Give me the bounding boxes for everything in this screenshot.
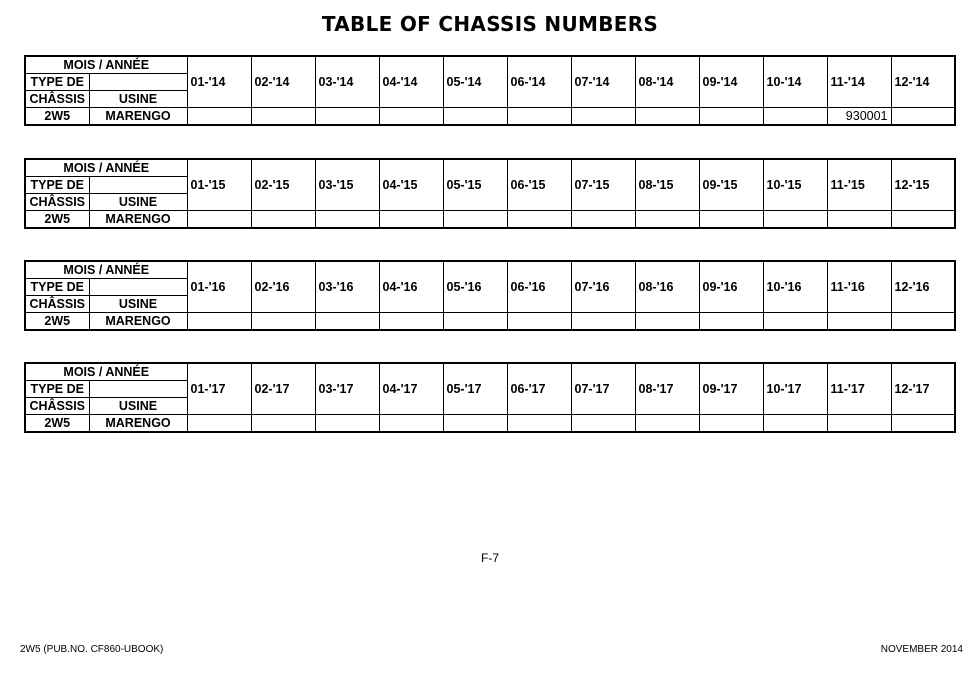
chassis-number-cell	[699, 211, 763, 229]
mois-annee-header: MOIS / ANNÉE	[25, 56, 187, 74]
chassis-number-cell	[379, 108, 443, 126]
month-header: 07-'14	[571, 56, 635, 108]
chassis-number-cell	[507, 313, 571, 331]
chassis-number-cell	[571, 108, 635, 126]
month-header: 05-'15	[443, 159, 507, 211]
chassis-number-cell	[507, 211, 571, 229]
month-header: 02-'16	[251, 261, 315, 313]
chassis-number-cell	[315, 108, 379, 126]
month-header: 09-'14	[699, 56, 763, 108]
month-header: 10-'15	[763, 159, 827, 211]
chassis-number-cell	[315, 313, 379, 331]
type-de-header: TYPE DE	[25, 279, 89, 296]
month-header: 02-'14	[251, 56, 315, 108]
usine-header: USINE	[89, 398, 187, 415]
page-number: F-7	[481, 551, 499, 565]
month-header: 10-'14	[763, 56, 827, 108]
month-header: 05-'14	[443, 56, 507, 108]
table-row	[25, 313, 955, 331]
usine-header: USINE	[89, 91, 187, 108]
chassis-number-cell	[443, 313, 507, 331]
month-header: 10-'16	[763, 261, 827, 313]
month-header: 03-'16	[315, 261, 379, 313]
chassis-header: CHÂSSIS	[25, 296, 89, 313]
chassis-number-cell	[763, 108, 827, 126]
month-header: 08-'15	[635, 159, 699, 211]
month-header: 01-'17	[187, 363, 251, 415]
month-header: 07-'15	[571, 159, 635, 211]
month-header: 03-'15	[315, 159, 379, 211]
table-row	[25, 108, 955, 126]
month-header: 03-'17	[315, 363, 379, 415]
chassis-number-cell	[763, 313, 827, 331]
type-de-header: TYPE DE	[25, 177, 89, 194]
month-header: 07-'16	[571, 261, 635, 313]
month-header: 11-'16	[827, 261, 891, 313]
chassis-number-cell	[443, 108, 507, 126]
chassis-table	[24, 260, 956, 331]
chassis-type-cell: 2W5	[25, 313, 89, 331]
chassis-header: CHÂSSIS	[25, 91, 89, 108]
month-header: 12-'17	[891, 363, 955, 415]
month-header: 04-'14	[379, 56, 443, 108]
type-de-header: TYPE DE	[25, 74, 89, 91]
chassis-type-cell: 2W5	[25, 108, 89, 126]
month-header: 09-'17	[699, 363, 763, 415]
chassis-number-cell	[379, 415, 443, 433]
month-header: 04-'17	[379, 363, 443, 415]
chassis-number-cell	[891, 415, 955, 433]
chassis-number-cell	[699, 415, 763, 433]
chassis-header: CHÂSSIS	[25, 398, 89, 415]
table-row	[25, 211, 955, 229]
month-header: 12-'14	[891, 56, 955, 108]
chassis-number-cell	[827, 211, 891, 229]
plant-cell: MARENGO	[89, 313, 187, 331]
plant-cell: MARENGO	[89, 415, 187, 433]
usine-header: USINE	[89, 194, 187, 211]
chassis-number-cell	[251, 108, 315, 126]
month-header: 02-'15	[251, 159, 315, 211]
chassis-number-cell	[571, 415, 635, 433]
month-header: 06-'17	[507, 363, 571, 415]
chassis-number-cell	[379, 313, 443, 331]
chassis-number-cell	[763, 211, 827, 229]
chassis-number-cell	[507, 415, 571, 433]
chassis-number-cell	[507, 108, 571, 126]
chassis-number-cell	[827, 313, 891, 331]
chassis-number-cell	[891, 108, 955, 126]
chassis-number-cell	[699, 313, 763, 331]
chassis-number-cell	[891, 211, 955, 229]
month-header: 11-'15	[827, 159, 891, 211]
chassis-type-cell: 2W5	[25, 415, 89, 433]
table-row	[25, 415, 955, 433]
chassis-number-cell: 930001	[827, 108, 891, 126]
month-header: 12-'16	[891, 261, 955, 313]
type-de-header: TYPE DE	[25, 381, 89, 398]
chassis-number-cell	[251, 415, 315, 433]
chassis-number-cell	[315, 415, 379, 433]
header-row	[25, 159, 955, 177]
month-header: 08-'14	[635, 56, 699, 108]
month-header: 04-'15	[379, 159, 443, 211]
chassis-number-cell	[187, 313, 251, 331]
month-header: 05-'17	[443, 363, 507, 415]
mois-annee-header: MOIS / ANNÉE	[25, 261, 187, 279]
header-row	[25, 56, 955, 74]
chassis-number-cell	[891, 313, 955, 331]
month-header: 08-'17	[635, 363, 699, 415]
chassis-table	[24, 55, 956, 126]
chassis-header: CHÂSSIS	[25, 194, 89, 211]
chassis-type-cell: 2W5	[25, 211, 89, 229]
chassis-number-cell	[699, 108, 763, 126]
chassis-number-cell	[315, 211, 379, 229]
blank-header-cell	[89, 279, 187, 296]
chassis-number-cell	[443, 415, 507, 433]
month-header: 02-'17	[251, 363, 315, 415]
chassis-number-cell	[187, 415, 251, 433]
mois-annee-header: MOIS / ANNÉE	[25, 159, 187, 177]
month-header: 01-'16	[187, 261, 251, 313]
chassis-number-cell	[827, 415, 891, 433]
page-title: TABLE OF CHASSIS NUMBERS	[321, 12, 659, 36]
month-header: 04-'16	[379, 261, 443, 313]
header-row	[25, 261, 955, 279]
month-header: 06-'16	[507, 261, 571, 313]
month-header: 11-'17	[827, 363, 891, 415]
chassis-number-cell	[635, 211, 699, 229]
month-header: 11-'14	[827, 56, 891, 108]
chassis-number-cell	[635, 108, 699, 126]
chassis-table	[24, 362, 956, 433]
footer-date: NOVEMBER 2014	[880, 644, 963, 655]
chassis-number-cell	[635, 415, 699, 433]
month-header: 08-'16	[635, 261, 699, 313]
chassis-number-cell	[251, 313, 315, 331]
month-header: 05-'16	[443, 261, 507, 313]
plant-cell: MARENGO	[89, 108, 187, 126]
mois-annee-header: MOIS / ANNÉE	[25, 363, 187, 381]
header-row	[25, 363, 955, 381]
blank-header-cell	[89, 381, 187, 398]
month-header: 03-'14	[315, 56, 379, 108]
blank-header-cell	[89, 177, 187, 194]
blank-header-cell	[89, 74, 187, 91]
chassis-number-cell	[251, 211, 315, 229]
month-header: 10-'17	[763, 363, 827, 415]
month-header: 09-'16	[699, 261, 763, 313]
chassis-number-cell	[635, 313, 699, 331]
footer-publication: 2W5 (PUB.NO. CF860-UBOOK)	[20, 644, 164, 655]
chassis-number-cell	[187, 108, 251, 126]
month-header: 06-'14	[507, 56, 571, 108]
chassis-number-cell	[763, 415, 827, 433]
usine-header: USINE	[89, 296, 187, 313]
chassis-number-cell	[187, 211, 251, 229]
month-header: 01-'14	[187, 56, 251, 108]
month-header: 12-'15	[891, 159, 955, 211]
month-header: 01-'15	[187, 159, 251, 211]
month-header: 06-'15	[507, 159, 571, 211]
chassis-number-cell	[443, 211, 507, 229]
plant-cell: MARENGO	[89, 211, 187, 229]
chassis-number-cell	[571, 211, 635, 229]
chassis-number-cell	[571, 313, 635, 331]
month-header: 07-'17	[571, 363, 635, 415]
chassis-number-cell	[379, 211, 443, 229]
month-header: 09-'15	[699, 159, 763, 211]
chassis-table	[24, 158, 956, 229]
